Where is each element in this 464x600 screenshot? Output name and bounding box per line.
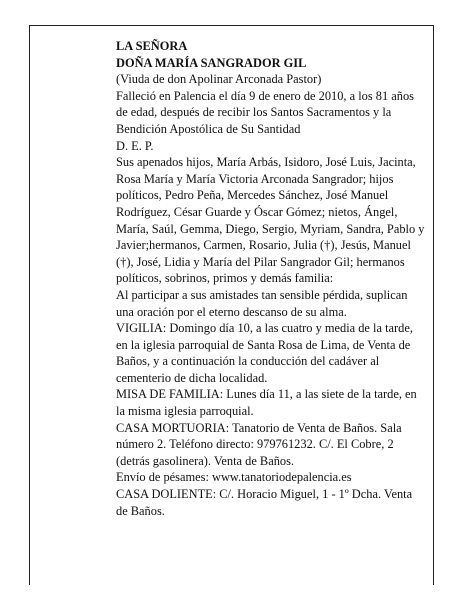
family-list: Sus apenados hijos, María Arbás, Isidoro, José Luis, Jacinta, Rosa María y María Victoria Arconada Sangrador; hijos políticos, Pedro Peña, Mercedes Sánchez, José Manuel Rodríguez, César Guarde y Óscar Gómez; nietos, Ángel, María, Saúl, Gemma, Diego, Sergio, Myriam, Sandra, Pablo y Javier;hermanos, Carmen, Rosario, Julia (†), Jesús, Manuel (†), José, Lidia y María del Pilar Sangrador Gil; hermanos políticos, sobrinos, primos y demás familia: — [116, 155, 425, 286]
obituary-text — [116, 38, 426, 519]
condolences-web: Envío de pésames: www.tanatoriodepalencia.es — [116, 470, 352, 485]
title-line-2: DOÑA MARÍA SANGRADOR GIL — [116, 55, 307, 70]
prayer-request: Al participar a sus amistades tan sensible pérdida, suplican una oración por el eterno descanso de su alma. — [116, 287, 408, 319]
vigil-info: VIGILIA: Domingo día 10, a las cuatro y media de la tarde, en la iglesia parroquial de Santa Rosa de Lima, de Venta de Baños, y a continuación la conducción del cadáver al cementerio de dicha localidad. — [116, 321, 413, 385]
death-notice: Falleció en Palencia el día 9 de enero de 2010, a los 81 años de edad, después de recibir los Santos Sacramentos y la Bendición Apostólica de Su Santidad — [116, 88, 414, 136]
mass-info: MISA DE FAMILIA: Lunes día 11, a las siete de la tarde, en la misma iglesia parroquial. — [116, 387, 417, 419]
mourning-house-info: CASA DOLIENTE: C/. Horacio Miguel, 1 - 1º Dcha. Venta de Baños. — [116, 487, 413, 518]
rip: D. E. P. — [116, 138, 154, 153]
funeral-home-info: CASA MORTUORIA: Tanatorio de Venta de Baños. Sala número 2. Teléfono directo: 979761232. C/. El Cobre, 2 (detrás gasolinera). Venta de Baños. — [116, 420, 402, 468]
widow-of: (Viuda de don Apolinar Arconada Pastor) — [116, 72, 322, 87]
title-line-1: LA SEÑORA — [116, 39, 188, 53]
